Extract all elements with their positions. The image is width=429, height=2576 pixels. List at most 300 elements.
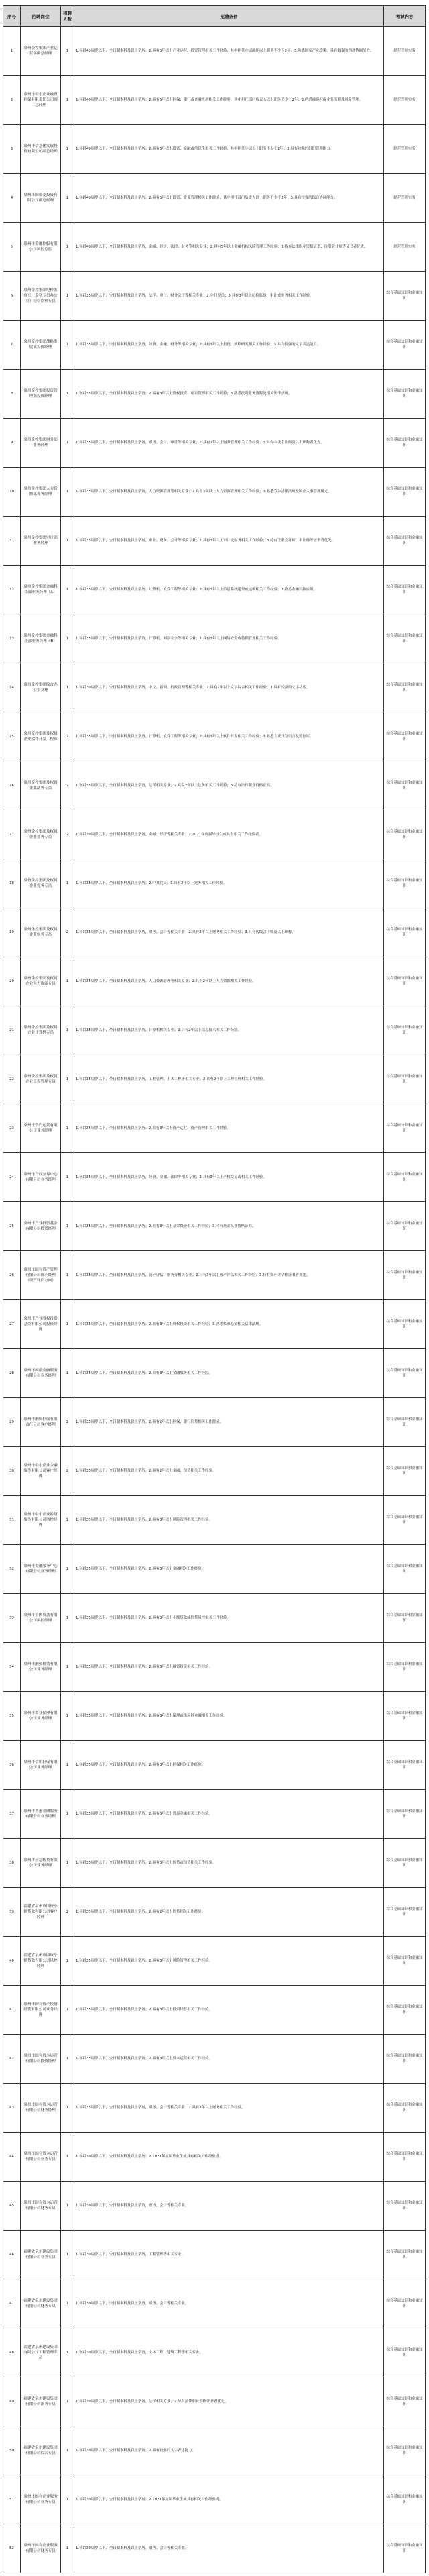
cell-post: 泉州金控集团纪检监察室（监察专员办公室）纪检监察专员: [21, 272, 61, 321]
cell-post: 泉州金控集团及权属企业软件开发工程师: [21, 712, 61, 761]
cell-requirements: 1.年龄35周岁以下，全日制本科及以上学历，计算机、网络安全等相关专业；2.具有3年以上网络安全或数据管理相关工作经验。: [74, 614, 384, 663]
cell-num: 1: [61, 1153, 74, 1202]
cell-num: 2: [61, 810, 74, 859]
table-row: [3, 1447, 426, 1496]
header-exam: 考试内容: [384, 6, 426, 27]
cell-exam: 综合基础知识和金融知识: [384, 614, 426, 663]
table-row: [3, 761, 426, 810]
cell-no: 29: [3, 1398, 21, 1447]
cell-num: 1: [61, 1692, 74, 1741]
cell-post: 泉州金控集团及权属企业计算机专员: [21, 1006, 61, 1055]
cell-post: 泉州市信用担保有限公司业务经理: [21, 1741, 61, 1790]
cell-requirements: 1.年龄30周岁以下，全日制本科及以上学历，财务、会计等相关专业。: [74, 2182, 384, 2231]
cell-num: 1: [61, 2475, 74, 2524]
cell-requirements: 1.年龄35周岁以下，全日制本科及以上学历；2.具有3年以上股权投资相关工作经验；3.熟悉私募基金相关法律法规。: [74, 1300, 384, 1349]
cell-no: 2: [3, 76, 21, 125]
table-row: [3, 2084, 426, 2133]
cell-post: 泉州金控集团金融科技部业务经理（A）: [21, 566, 61, 614]
cell-no: 32: [3, 1545, 21, 1594]
cell-requirements: 1.年龄35周岁以下，全日制本科及以上学历，法学、审计、财务会计等相关专业；2.中共党员；3.具有3年以上纪检监察、审计或财务相关工作经验。: [74, 272, 384, 321]
cell-num: 1: [61, 957, 74, 1006]
table-row: [3, 1888, 426, 1937]
cell-requirements: 1.年龄40周岁以下，全日制本科及以上学历；2.具有5年以上投资、企业管理相关工作经验，其中担任部门负责人以上职务不少于2年；3.具有较强的综合协调能力。: [74, 174, 384, 223]
cell-exam: 综合基础知识和金融知识: [384, 1937, 426, 1986]
cell-num: 2: [61, 908, 74, 957]
cell-num: 2: [61, 1888, 74, 1937]
cell-num: 1: [61, 1594, 74, 1643]
cell-requirements: 1.年龄30周岁以下，全日制本科及以上学历，中文、新闻、行政管理等相关专业；2.具有2年以上文字综合相关工作经验；3.具有较强的文字功底。: [74, 663, 384, 712]
table-body: [3, 27, 426, 2573]
cell-requirements: 1.年龄35周岁以下，全日制本科及以上学历；2.具有2年以上信贷相关工作经验。: [74, 1888, 384, 1937]
cell-post: 泉州市融资租赁有限公司业务经理: [21, 1643, 61, 1692]
table-row: [3, 1202, 426, 1251]
cell-no: 45: [3, 2182, 21, 2231]
table-row: [3, 468, 426, 517]
cell-no: 41: [3, 1986, 21, 2035]
cell-exam: 综合基础知识和金融知识: [384, 2035, 426, 2084]
cell-exam: 综合基础知识和金融知识: [384, 468, 426, 517]
table-row: [3, 1790, 426, 1839]
cell-no: 38: [3, 1839, 21, 1888]
cell-post: 福建省泉州建设集团有限公司工程管理专员: [21, 2328, 61, 2377]
recruitment-table: [3, 5, 426, 2573]
table-row: [3, 957, 426, 1006]
table-row: [3, 1251, 426, 1300]
cell-exam: 综合基础知识和金融知识: [384, 2231, 426, 2279]
cell-num: 2: [61, 712, 74, 761]
cell-num: 1: [61, 1300, 74, 1349]
table-row: [3, 712, 426, 761]
cell-no: 15: [3, 712, 21, 761]
cell-no: 7: [3, 321, 21, 370]
cell-exam: 综合基础知识和金融知识: [384, 370, 426, 419]
cell-exam: 综合基础知识和金融知识: [384, 419, 426, 468]
table-row: [3, 1594, 426, 1643]
cell-num: 1: [61, 517, 74, 566]
cell-no: 22: [3, 1055, 21, 1104]
cell-post: 福建省泉州市国资小额贷款有限公司风控经理: [21, 1937, 61, 1986]
cell-requirements: 1.年龄35周岁以下，全日制本科及以上学历，计算机、软件工程等相关专业；2.具有3年以上信息系统建设或运维相关工作经验；3.熟悉金融科技应用。: [74, 566, 384, 614]
cell-post: 泉州市融资担保有限责任公司客户经理: [21, 1398, 61, 1447]
cell-post: 泉州市国有企业服务有限公司业务专员: [21, 2475, 61, 2524]
cell-requirements: 1.年龄40周岁以下，全日制本科及以上学历；2.具有5年以上担保、银行或金融机构相关工作经验，其中担任部门负责人以上职务不少于2年；3.熟悉融资担保业务流程及风险管理。: [74, 76, 384, 125]
cell-num: 1: [61, 1006, 74, 1055]
table-row: [3, 223, 426, 272]
cell-requirements: 1.年龄35周岁以下，全日制本科及以上学历，财务、会计等相关专业；2.具有2年以上财务相关工作经验；3.具有初级会计师及以上职称。: [74, 908, 384, 957]
table-row: [3, 2133, 426, 2182]
cell-no: 31: [3, 1496, 21, 1545]
cell-exam: 综合基础知识和金融知识: [384, 2279, 426, 2328]
cell-requirements: 1.年龄35周岁以下，全日制本科及以上学历，计算机、软件工程等相关专业；2.具有3年以上软件开发相关工作经验；3.熟悉主流开发语言及数据库。: [74, 712, 384, 761]
cell-no: 25: [3, 1202, 21, 1251]
cell-requirements: 1.年龄35周岁以下，全日制本科及以上学历，工程管理、土木工程等相关专业；2.具有2年以上工程管理相关工作经验。: [74, 1055, 384, 1104]
header-requirements: 招聘条件: [74, 6, 384, 27]
cell-exam: 综合基础知识和金融知识: [384, 2328, 426, 2377]
cell-post: 泉州金控集团财务部业务经理: [21, 419, 61, 468]
table-row: [3, 1496, 426, 1545]
cell-exam: 综合基础知识和金融知识: [384, 2377, 426, 2426]
cell-post: 泉州市中小企业融资担保有限责任公司副总经理: [21, 76, 61, 125]
table-header: [3, 6, 426, 27]
cell-no: 51: [3, 2475, 21, 2524]
cell-num: 1: [61, 468, 74, 517]
cell-exam: 综合基础知识和金融知识: [384, 908, 426, 957]
cell-requirements: 1.年龄30周岁以下，全日制本科及以上学历，财务、会计等相关专业。: [74, 2524, 384, 2573]
cell-exam: 综合基础知识和金融知识: [384, 2475, 426, 2524]
cell-exam: 综合基础知识和金融知识: [384, 321, 426, 370]
cell-post: 泉州市产业股权投资基金有限公司投资经理: [21, 1300, 61, 1349]
table-row: [3, 614, 426, 663]
cell-requirements: 1.年龄35周岁以下，全日制本科及以上学历，财务、会计、审计等相关专业；2.具有3年以上财务管理相关工作经验；3.具有中级会计师及以上职称者优先。: [74, 419, 384, 468]
cell-requirements: 1.年龄35周岁以下，全日制本科及以上学历，人力资源管理等相关专业；2.具有3年以上人力资源管理相关工作经验；3.熟悉劳动法律法规及国企人事管理规定。: [74, 468, 384, 517]
cell-no: 26: [3, 1251, 21, 1300]
table-row: [3, 1741, 426, 1790]
cell-post: 泉州金控集团及权属企业法务专员: [21, 761, 61, 810]
cell-exam: 综合基础知识和金融知识: [384, 1643, 426, 1692]
cell-post: 泉州金控集团战略发展部投资经理: [21, 321, 61, 370]
cell-num: 1: [61, 859, 74, 908]
cell-requirements: 1.年龄35周岁以下，全日制本科及以上学历；2.具有2年以上金融、信贷相关工作经验。: [74, 1447, 384, 1496]
cell-exam: 综合基础知识和金融知识: [384, 761, 426, 810]
cell-exam: 经营管理实务: [384, 76, 426, 125]
cell-post: 泉州市金融服务中心有限公司业务经理: [21, 1545, 61, 1594]
cell-no: 16: [3, 761, 21, 810]
cell-no: 44: [3, 2133, 21, 2182]
table-row: [3, 2231, 426, 2279]
cell-no: 30: [3, 1447, 21, 1496]
cell-requirements: 1.年龄30周岁以下，全日制本科及以上学历，金融、经济等相关专业；2.2021年应届毕业生或具有相关工作经验者。: [74, 810, 384, 859]
cell-requirements: 1.年龄35周岁以下，全日制本科及以上学历；2.具有3年以上资产运营、资产管理相关工作经验。: [74, 1104, 384, 1153]
cell-exam: 综合基础知识和金融知识: [384, 1790, 426, 1839]
cell-num: 1: [61, 1643, 74, 1692]
table-row: [3, 76, 426, 125]
table-row: [3, 125, 426, 174]
cell-requirements: 1.年龄35周岁以下，全日制本科及以上学历，审计、财务、会计等相关专业；2.具有3年以上审计或财务相关工作经验；3.持有注册会计师、审计师等证书者优先。: [74, 517, 384, 566]
cell-no: 24: [3, 1153, 21, 1202]
cell-num: 1: [61, 2426, 74, 2475]
cell-post: 泉州市信息化发展投资有限公司副总经理: [21, 125, 61, 174]
cell-post: 泉州金控集团投资管理部投资经理: [21, 370, 61, 419]
cell-no: 9: [3, 419, 21, 468]
cell-exam: 综合基础知识和金融知识: [384, 1398, 426, 1447]
cell-no: 43: [3, 2084, 21, 2133]
cell-post: 泉州金控集团金融科技部业务经理（B）: [21, 614, 61, 663]
cell-post: 泉州市国有资产管理有限公司资产经理（资产评估方向）: [21, 1251, 61, 1300]
cell-post: 泉州市商业保理有限公司业务经理: [21, 1692, 61, 1741]
cell-requirements: 1.年龄35周岁以下，全日制本科及以上学历，法学相关专业；2.具有2年以上法务相关工作经验；3.持有法律职业资格证书。: [74, 761, 384, 810]
cell-requirements: 1.年龄35周岁以下，全日制本科及以上学历；2.具有3年以上风险管理相关工作经验。: [74, 1937, 384, 1986]
cell-requirements: 1.年龄35周岁以下，全日制本科及以上学历，人力资源管理等相关专业；2.具有2年以上人力资源相关工作经验。: [74, 957, 384, 1006]
cell-num: 1: [61, 2231, 74, 2279]
cell-requirements: 1.年龄30周岁以下，全日制本科及以上学历，法学相关专业；2.持有法律职业资格证书者优先。: [74, 2377, 384, 2426]
cell-requirements: 1.年龄30周岁以下，全日制本科及以上学历；2.2021年应届毕业生或具有相关工作经验者。: [74, 2475, 384, 2524]
cell-exam: 综合基础知识和金融知识: [384, 2182, 426, 2231]
cell-post: 泉州市国有资本运营有限公司财务经理: [21, 2084, 61, 2133]
cell-num: 1: [61, 2133, 74, 2182]
table-row: [3, 1937, 426, 1986]
cell-requirements: 1.年龄35周岁以下，全日制本科及以上学历；2.具有3年以上金融服务相关工作经验。: [74, 1349, 384, 1398]
header-post: 招聘岗位: [21, 6, 61, 27]
header-no: 序号: [3, 6, 21, 27]
table-row: [3, 1349, 426, 1398]
cell-no: 42: [3, 2035, 21, 2084]
table-row: [3, 1006, 426, 1055]
cell-no: 35: [3, 1692, 21, 1741]
cell-num: 1: [61, 1202, 74, 1251]
table-row: [3, 908, 426, 957]
cell-num: 1: [61, 663, 74, 712]
cell-post: 泉州市中小企业金融服务有限公司客户经理: [21, 1447, 61, 1496]
cell-num: 1: [61, 1104, 74, 1153]
cell-no: 48: [3, 2328, 21, 2377]
table-row: [3, 370, 426, 419]
table-row: [3, 1839, 426, 1888]
cell-post: 泉州金控集团及权属企业人力资源专员: [21, 957, 61, 1006]
cell-num: 1: [61, 1545, 74, 1594]
cell-requirements: 1.年龄35周岁以下，全日制本科及以上学历；2.具有3年以上转贷或信贷相关工作经验。: [74, 1839, 384, 1888]
table-row: [3, 1153, 426, 1202]
cell-num: 1: [61, 174, 74, 223]
cell-post: 福建省泉州建设集团有限公司综合专员: [21, 2426, 61, 2475]
cell-num: 1: [61, 27, 74, 76]
cell-requirements: 1.年龄35周岁以下，全日制本科及以上学历；2.具有3年以上基金投资相关工作经验；3.持有基金从业资格证书。: [74, 1202, 384, 1251]
cell-num: 1: [61, 2035, 74, 2084]
cell-post: 泉州金控集团及权属企业财务专员: [21, 908, 61, 957]
cell-exam: 综合基础知识和金融知识: [384, 517, 426, 566]
cell-no: 47: [3, 2279, 21, 2328]
table-row: [3, 2279, 426, 2328]
cell-exam: 综合基础知识和金融知识: [384, 2524, 426, 2573]
cell-num: 2: [61, 1398, 74, 1447]
cell-no: 20: [3, 957, 21, 1006]
table-row: [3, 663, 426, 712]
cell-no: 19: [3, 908, 21, 957]
cell-exam: 综合基础知识和金融知识: [384, 1692, 426, 1741]
table-row: [3, 1398, 426, 1447]
cell-no: 40: [3, 1937, 21, 1986]
cell-num: 1: [61, 1937, 74, 1986]
cell-no: 23: [3, 1104, 21, 1153]
cell-exam: 综合基础知识和金融知识: [384, 1741, 426, 1790]
cell-exam: 经营管理实务: [384, 223, 426, 272]
cell-requirements: 1.年龄35周岁以下，全日制本科及以上学历；2.具有3年以上资本运营相关工作经验。: [74, 2035, 384, 2084]
cell-no: 36: [3, 1741, 21, 1790]
cell-exam: 综合基础知识和金融知识: [384, 272, 426, 321]
table-row: [3, 2035, 426, 2084]
cell-requirements: 1.年龄35周岁以下，全日制本科及以上学历，资产评估、财务等相关专业；2.具有3年以上资产评估相关工作经验；3.持有资产评估师证书者优先。: [74, 1251, 384, 1300]
cell-no: 10: [3, 468, 21, 517]
cell-exam: 综合基础知识和金融知识: [384, 1594, 426, 1643]
cell-num: 1: [61, 223, 74, 272]
cell-post: 泉州市国有资本运营有限公司投资经理: [21, 2035, 61, 2084]
cell-num: 1: [61, 2377, 74, 2426]
cell-post: 泉州市应急转贷有限公司业务经理: [21, 1839, 61, 1888]
cell-post: 泉州市产权交易中心有限公司业务经理: [21, 1153, 61, 1202]
cell-exam: 综合基础知识和金融知识: [384, 1349, 426, 1398]
table-row: [3, 810, 426, 859]
cell-no: 4: [3, 174, 21, 223]
cell-num: 1: [61, 1251, 74, 1300]
cell-exam: 经营管理实务: [384, 27, 426, 76]
table-row: [3, 2475, 426, 2524]
cell-requirements: 1.年龄35周岁以下，全日制本科及以上学历；2.具有3年以上风险管理相关工作经验。: [74, 1496, 384, 1545]
cell-exam: 综合基础知识和金融知识: [384, 566, 426, 614]
table-row: [3, 27, 426, 76]
cell-post: 泉州市普惠金融服务有限公司业务经理: [21, 1790, 61, 1839]
cell-post: 泉州市产业投资基金有限公司投资经理: [21, 1202, 61, 1251]
cell-num: 1: [61, 125, 74, 174]
table-row: [3, 2182, 426, 2231]
cell-post: 泉州市国有资本运营有限公司业务专员: [21, 2133, 61, 2182]
table-row: [3, 1055, 426, 1104]
cell-exam: 经营管理实务: [384, 125, 426, 174]
cell-num: 1: [61, 1790, 74, 1839]
table-row: [3, 1545, 426, 1594]
cell-num: 1: [61, 1986, 74, 2035]
cell-requirements: 1.年龄35周岁以下，全日制本科及以上学历；2.中共党员；3.具有2年以上党务相关工作经验。: [74, 859, 384, 908]
cell-exam: 综合基础知识和金融知识: [384, 2133, 426, 2182]
cell-requirements: 1.年龄35周岁以下，全日制本科及以上学历；2.具有3年以上融资租赁相关工作经验。: [74, 1643, 384, 1692]
cell-no: 13: [3, 614, 21, 663]
cell-num: 1: [61, 614, 74, 663]
cell-post: 福建省泉州建设集团有限公司业务专员: [21, 2231, 61, 2279]
cell-no: 52: [3, 2524, 21, 2573]
cell-no: 28: [3, 1349, 21, 1398]
cell-num: 1: [61, 1741, 74, 1790]
cell-num: 1: [61, 1496, 74, 1545]
cell-requirements: 1.年龄40周岁以下，全日制本科及以上学历，金融、经济、法律、财务等相关专业；2.具有5年以上金融机构风险管理工作经验；3.持有法律职业资格证书、注册会计师等证书者优先。: [74, 223, 384, 272]
table-row: [3, 1986, 426, 2035]
cell-exam: 综合基础知识和金融知识: [384, 1839, 426, 1888]
cell-requirements: 1.年龄30周岁以下，全日制本科及以上学历；2.具有较强的文字表达能力。: [74, 2426, 384, 2475]
table-row: [3, 1692, 426, 1741]
cell-post: 泉州市金融控股有限公司风控总监: [21, 223, 61, 272]
cell-exam: 综合基础知识和金融知识: [384, 1447, 426, 1496]
cell-num: 2: [61, 761, 74, 810]
cell-no: 5: [3, 223, 21, 272]
cell-post: 泉州金控集团产业运营部副总经理: [21, 27, 61, 76]
cell-no: 1: [3, 27, 21, 76]
table-row: [3, 566, 426, 614]
table-row: [3, 1300, 426, 1349]
cell-num: 1: [61, 321, 74, 370]
table-row: [3, 517, 426, 566]
cell-exam: 综合基础知识和金融知识: [384, 1300, 426, 1349]
cell-exam: 综合基础知识和金融知识: [384, 1888, 426, 1937]
cell-post: 泉州金控集团审计部业务经理: [21, 517, 61, 566]
cell-post: 泉州市中小企业转贷服务有限公司风控经理: [21, 1496, 61, 1545]
cell-no: 8: [3, 370, 21, 419]
table-row: [3, 2328, 426, 2377]
table-row: [3, 859, 426, 908]
table-row: [3, 2524, 426, 2573]
cell-no: 6: [3, 272, 21, 321]
cell-no: 3: [3, 125, 21, 174]
cell-exam: 综合基础知识和金融知识: [384, 957, 426, 1006]
cell-post: 泉州市国资委投资有限公司副总经理: [21, 174, 61, 223]
cell-num: 1: [61, 1349, 74, 1398]
cell-num: 1: [61, 272, 74, 321]
cell-no: 39: [3, 1888, 21, 1937]
table-row: [3, 272, 426, 321]
cell-post: 泉州金控集团及权属企业业务专员: [21, 810, 61, 859]
cell-num: 1: [61, 2328, 74, 2377]
cell-requirements: 1.年龄35周岁以下，全日制本科及以上学历；2.具有3年以上担保相关工作经验。: [74, 1741, 384, 1790]
cell-exam: 综合基础知识和金融知识: [384, 1104, 426, 1153]
cell-exam: 综合基础知识和金融知识: [384, 712, 426, 761]
cell-post: 泉州市资产运营有限公司业务经理: [21, 1104, 61, 1153]
cell-post: 泉州市小额贷款有限公司风控经理: [21, 1594, 61, 1643]
cell-no: 14: [3, 663, 21, 712]
cell-post: 泉州市国有企业服务有限公司财务专员: [21, 2524, 61, 2573]
cell-num: 1: [61, 1055, 74, 1104]
cell-requirements: 1.年龄35周岁以下，全日制本科及以上学历，经济、金融、财务等相关专业；2.具有3年以上投资、战略研究相关工作经验；3.具有较强的文字表达能力。: [74, 321, 384, 370]
table-row: [3, 174, 426, 223]
cell-post: 泉州金控集团及权属企业工程管理专员: [21, 1055, 61, 1104]
cell-requirements: 1.年龄35周岁以下，全日制本科及以上学历，经济、金融、法律等相关专业；2.具有3年以上产权交易或相关工作经验。: [74, 1153, 384, 1202]
cell-requirements: 1.年龄35周岁以下，全日制本科及以上学历，财务、会计等相关专业；2.具有3年以上财务相关工作经验。: [74, 2084, 384, 2133]
table-row: [3, 2426, 426, 2475]
cell-exam: 综合基础知识和金融知识: [384, 2084, 426, 2133]
cell-post: 泉州金控集团及权属企业党务专员: [21, 859, 61, 908]
cell-num: 2: [61, 1447, 74, 1496]
cell-num: 1: [61, 76, 74, 125]
cell-exam: 综合基础知识和金融知识: [384, 663, 426, 712]
cell-requirements: 1.年龄35周岁以下，全日制本科及以上学历；2.具有3年以上普惠金融相关工作经验。: [74, 1790, 384, 1839]
cell-requirements: 1.年龄40周岁以下，全日制本科及以上学历；2.具有5年以上产业运营、投资管理相关工作经验，其中担任中层副职以上职务不少于2年；3.熟悉国家产业政策，具有较强的沟通协调能力。: [74, 27, 384, 76]
cell-requirements: 1.年龄35周岁以下，全日制本科及以上学历；2.具有3年以上保理或供应链金融相关工作经验。: [74, 1692, 384, 1741]
cell-requirements: 1.年龄35周岁以下，全日制本科及以上学历；2.具有3年以上小额贷款或信贷风控相关工作经验。: [74, 1594, 384, 1643]
cell-no: 11: [3, 517, 21, 566]
cell-post: 泉州金控集团人力资源部业务经理: [21, 468, 61, 517]
cell-exam: 综合基础知识和金融知识: [384, 1496, 426, 1545]
cell-no: 50: [3, 2426, 21, 2475]
cell-requirements: 1.年龄35周岁以下，全日制本科及以上学历；2.具有3年以上股权投资、项目管理相关工作经验；3.熟悉投资业务流程及相关法律法规。: [74, 370, 384, 419]
cell-exam: 综合基础知识和金融知识: [384, 1006, 426, 1055]
cell-exam: 综合基础知识和金融知识: [384, 2426, 426, 2475]
cell-requirements: 1.年龄30周岁以下，全日制本科及以上学历，土木工程、建筑工程等相关专业。: [74, 2328, 384, 2377]
cell-num: 1: [61, 566, 74, 614]
cell-no: 18: [3, 859, 21, 908]
cell-exam: 综合基础知识和金融知识: [384, 1986, 426, 2035]
cell-post: 福建省泉州市国资小额贷款有限公司客户经理: [21, 1888, 61, 1937]
cell-no: 34: [3, 1643, 21, 1692]
cell-no: 49: [3, 2377, 21, 2426]
cell-post: 泉州市国有资本运营有限公司财务专员: [21, 2182, 61, 2231]
table-row: [3, 419, 426, 468]
table-row: [3, 1104, 426, 1153]
cell-exam: 经营管理实务: [384, 174, 426, 223]
cell-post: 福建省泉州建设集团有限公司财务专员: [21, 2279, 61, 2328]
cell-requirements: 1.年龄35周岁以下，全日制本科及以上学历，计算机相关专业；2.具有2年以上信息技术相关工作经验。: [74, 1006, 384, 1055]
cell-num: 1: [61, 2279, 74, 2328]
cell-exam: 综合基础知识和金融知识: [384, 1202, 426, 1251]
cell-no: 21: [3, 1006, 21, 1055]
cell-no: 33: [3, 1594, 21, 1643]
header-num: 招聘人数: [61, 6, 74, 27]
cell-num: 1: [61, 370, 74, 419]
cell-exam: 综合基础知识和金融知识: [384, 810, 426, 859]
cell-requirements: 1.年龄35周岁以下，全日制本科及以上学历；2.具有3年以上金融相关工作经验。: [74, 1545, 384, 1594]
table-row: [3, 2377, 426, 2426]
cell-requirements: 1.年龄30周岁以下，全日制本科及以上学历，财务、会计等相关专业。: [74, 2279, 384, 2328]
table-row: [3, 321, 426, 370]
cell-exam: 综合基础知识和金融知识: [384, 1251, 426, 1300]
cell-exam: 综合基础知识和金融知识: [384, 1153, 426, 1202]
cell-requirements: 1.年龄40周岁以下，全日制本科及以上学历；2.具有5年以上投资、金融或信息化相关工作经验，其中担任中层以上职务不少于2年；3.具有较强的组织管理能力。: [74, 125, 384, 174]
cell-requirements: 1.年龄35周岁以下，全日制本科及以上学历；2.具有2年以上担保、银行信贷相关工作经验。: [74, 1398, 384, 1447]
cell-post: 福建省泉州建设集团有限公司法务专员: [21, 2377, 61, 2426]
